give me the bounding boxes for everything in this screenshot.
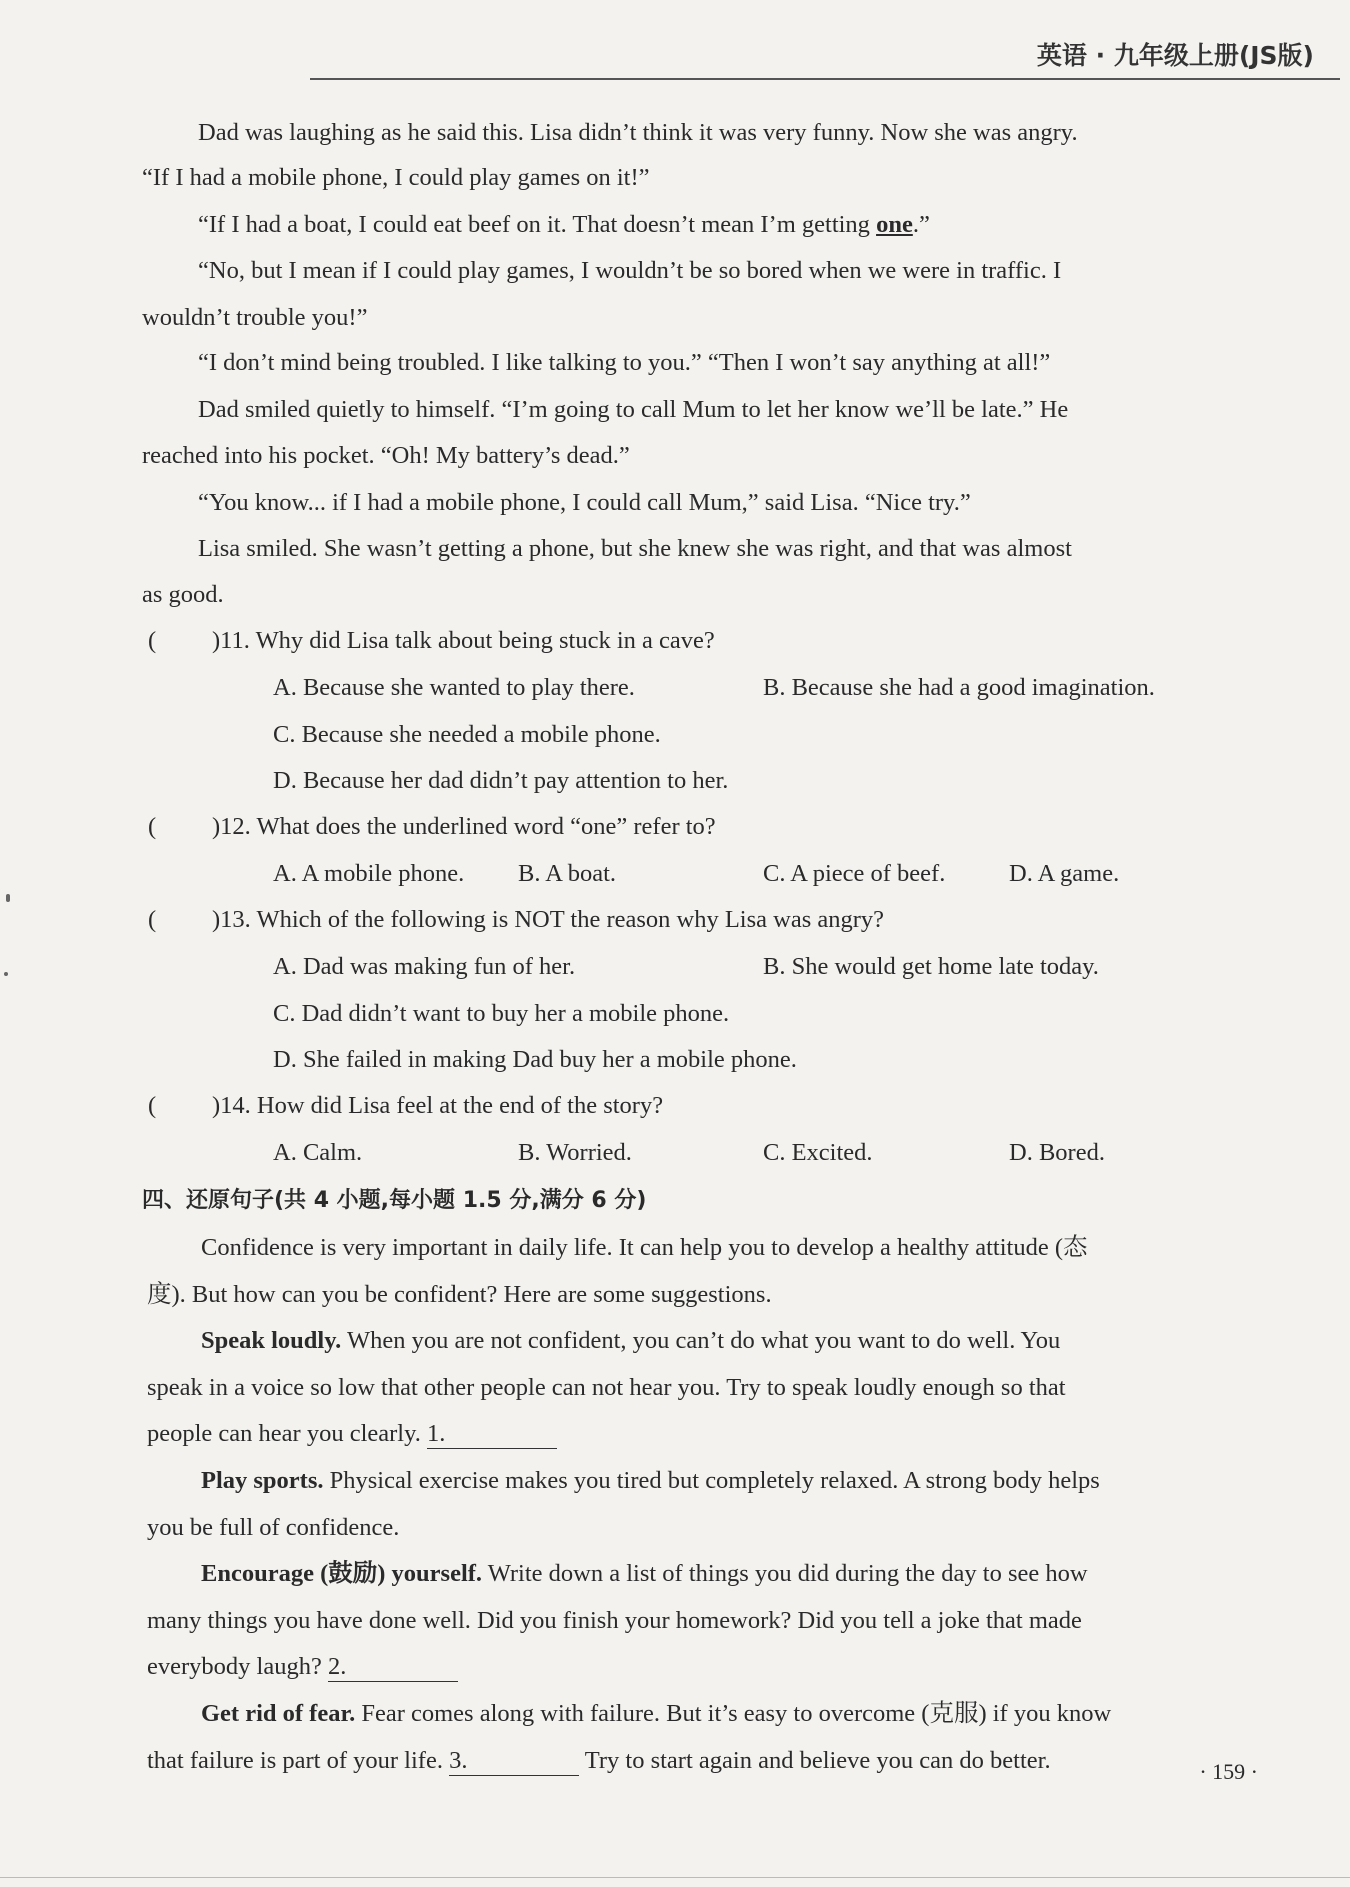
page-number: · 159 · (1199, 1759, 1258, 1784)
story-line: “If I had a mobile phone, I could play games on it!” (142, 164, 650, 191)
story-line: Dad was laughing as he said this. Lisa didn’t think it was very funny. Now she was angry. (198, 119, 1078, 146)
option-c: C. Excited. (763, 1139, 873, 1166)
suggestion-heading: Speak loudly. (201, 1327, 342, 1354)
passage-line: Confidence is very important in daily life. It can help you to develop a healthy attitude (态 (201, 1234, 1088, 1261)
passage-line (147, 1746, 1051, 1776)
question-text: Which of the following is NOT the reason why Lisa was angry? (256, 906, 885, 933)
option-c: C. Dad didn’t want to buy her a mobile phone. (273, 1000, 730, 1027)
passage-line (201, 1699, 1111, 1728)
passage-line (147, 1652, 458, 1682)
option-a: A. Because she wanted to play there. (273, 674, 635, 701)
question-14 (212, 1092, 663, 1120)
passage-line (147, 1419, 557, 1449)
answer-blank-1[interactable]: 1. (427, 1419, 557, 1449)
question-13 (212, 906, 884, 934)
story-text: “If I had a boat, I could eat beef on it. That doesn’t mean I’m getting (198, 211, 877, 238)
story-line: “I don’t mind being troubled. I like talking to you.” “Then I won’t say anything at all!” (198, 349, 1051, 376)
story-line: Lisa smiled. She wasn’t getting a phone, but she knew she was right, and that was almost (198, 535, 1072, 562)
question-number: )14. (212, 1092, 251, 1119)
option-b: B. Because she had a good imagination. (763, 674, 1155, 701)
passage-text: people can hear you clearly. (147, 1420, 428, 1447)
story-line (198, 210, 930, 239)
header-rule (310, 78, 1340, 80)
passage-text: Try to start again and believe you can do better. (579, 1747, 1051, 1774)
option-b: B. She would get home late today. (763, 953, 1099, 980)
question-number: )13. (212, 906, 251, 933)
margin-mark (4, 972, 8, 976)
margin-mark (6, 894, 10, 902)
passage-text: Fear comes along with failure. But it’s easy to overcome (克服) if you know (355, 1700, 1112, 1727)
option-d: D. A game. (1009, 860, 1120, 887)
story-line: “You know... if I had a mobile phone, I could call Mum,” said Lisa. “Nice try.” (198, 489, 971, 516)
option-b: B. Worried. (518, 1139, 632, 1166)
passage-text: Physical exercise makes you tired but completely relaxed. A strong body helps (323, 1467, 1100, 1494)
story-line: wouldn’t trouble you!” (142, 304, 368, 331)
answer-bracket: ( (148, 813, 157, 840)
passage-line (201, 1466, 1100, 1495)
option-a: A. Calm. (273, 1139, 363, 1166)
passage-text: that failure is part of your life. (147, 1747, 450, 1774)
question-text: What does the underlined word “one” refer to? (256, 813, 716, 840)
question-number: )11. (212, 627, 250, 654)
suggestion-heading: Play sports. (201, 1467, 324, 1494)
passage-text: Write down a list of things you did during the day to see how (482, 1560, 1088, 1587)
story-line: “No, but I mean if I could play games, I wouldn’t be so bored when we were in traffic. I (198, 257, 1062, 284)
underlined-word-one: one (876, 211, 913, 238)
answer-bracket: ( (148, 627, 157, 654)
passage-text: When you are not confident, you can’t do what you want to do well. You (341, 1327, 1061, 1354)
question-text: How did Lisa feel at the end of the story? (256, 1092, 664, 1119)
option-d: D. Bored. (1009, 1139, 1105, 1166)
option-c: C. A piece of beef. (763, 860, 946, 887)
option-d: D. Because her dad didn’t pay attention to her. (273, 767, 729, 794)
option-a: A. Dad was making fun of her. (273, 953, 576, 980)
section-heading: 四、还原句子(共 4 小题,每小题 1.5 分,满分 6 分) (142, 1188, 647, 1213)
answer-blank-3[interactable]: 3. (449, 1746, 579, 1776)
passage-line (201, 1326, 1060, 1355)
answer-bracket: ( (148, 906, 157, 933)
passage-line: you be full of confidence. (147, 1514, 400, 1541)
suggestion-heading: Encourage (鼓励) yourself. (201, 1560, 483, 1587)
answer-bracket: ( (148, 1092, 157, 1119)
option-a: A. A mobile phone. (273, 860, 465, 887)
page-header-title: 英语 · 九年级上册(JS版) (1036, 41, 1314, 70)
story-line: as good. (142, 581, 224, 608)
story-line: Dad smiled quietly to himself. “I’m going to call Mum to let her know we’ll be late.” He (198, 396, 1069, 423)
passage-line: many things you have done well. Did you finish your homework? Did you tell a joke that made (147, 1607, 1082, 1634)
passage-line: speak in a voice so low that other people can not hear you. Try to speak loudly enough so that (147, 1374, 1066, 1401)
passage-text: everybody laugh? (147, 1653, 328, 1680)
story-line: reached into his pocket. “Oh! My battery’s dead.” (142, 442, 630, 469)
question-12 (212, 813, 716, 841)
passage-line (201, 1559, 1088, 1588)
option-b: B. A boat. (518, 860, 617, 887)
question-text: Why did Lisa talk about being stuck in a cave? (255, 627, 715, 654)
option-d: D. She failed in making Dad buy her a mobile phone. (273, 1046, 797, 1073)
question-number: )12. (212, 813, 251, 840)
answer-blank-2[interactable]: 2. (328, 1652, 458, 1682)
option-c: C. Because she needed a mobile phone. (273, 721, 661, 748)
suggestion-heading: Get rid of fear. (201, 1700, 356, 1727)
bottom-rule (0, 1877, 1350, 1878)
passage-line: 度). But how can you be confident? Here are some suggestions. (147, 1281, 772, 1308)
story-text: .” (912, 211, 930, 238)
question-11 (212, 627, 715, 655)
